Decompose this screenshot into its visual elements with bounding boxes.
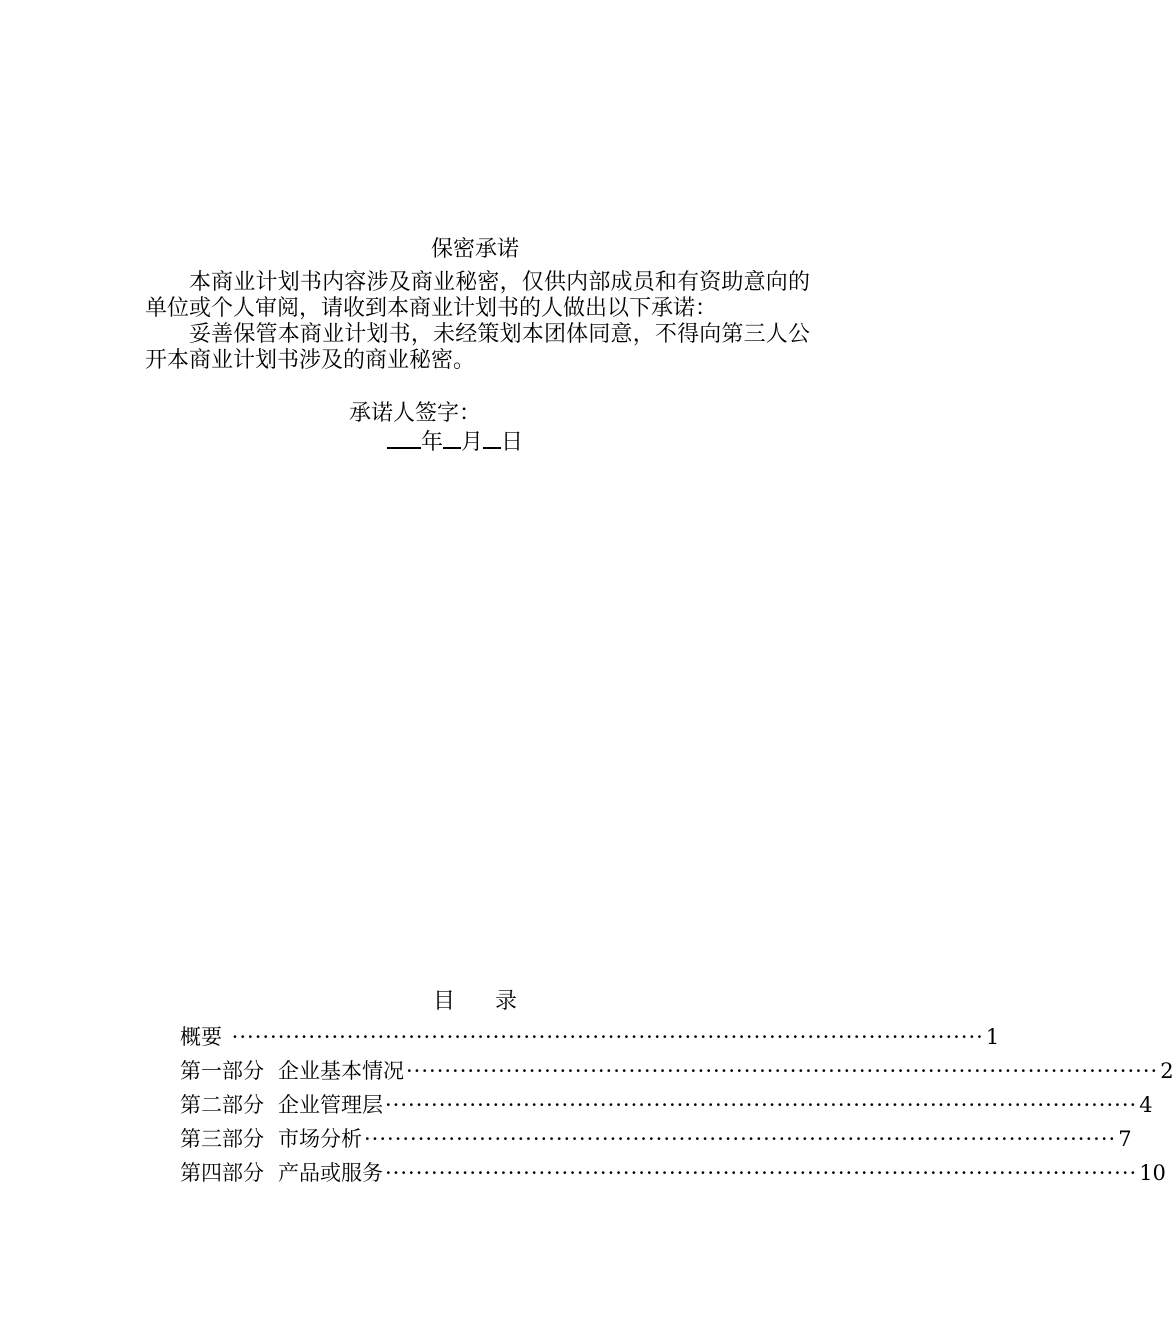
- toc-entry-part: 第二部分: [180, 1093, 264, 1117]
- day-label: 日: [501, 430, 524, 455]
- toc-entry-title: 概要: [180, 1025, 222, 1049]
- toc-entry-part: 第三部分: [180, 1127, 264, 1151]
- month-label: 月: [461, 430, 484, 455]
- toc-title: [0, 988, 950, 1016]
- month-blank: [443, 427, 461, 449]
- toc-dot-leader: ··································································································: [385, 1093, 1138, 1117]
- toc-entry-page: 1: [985, 1025, 1000, 1049]
- toc-entry-title: 企业管理层: [278, 1093, 383, 1117]
- year-label: 年: [421, 430, 444, 455]
- toc-dot-leader: ··································································································: [224, 1025, 984, 1049]
- toc-entry-part: 第一部分: [180, 1059, 264, 1083]
- confidentiality-title: 保密承诺: [430, 237, 519, 262]
- toc-entry-title: 企业基本情况: [278, 1059, 404, 1083]
- toc-entry-title: 市场分析: [278, 1127, 362, 1151]
- toc-entry-page: 7: [1118, 1127, 1132, 1151]
- toc-title-right: 录: [495, 989, 518, 1014]
- toc-entry-page: 2: [1160, 1059, 1174, 1083]
- table-of-contents: [180, 1020, 1174, 1190]
- toc-dot-leader: ··································································································: [385, 1161, 1138, 1185]
- toc-entry[interactable]: [180, 1156, 1166, 1190]
- toc-entry[interactable]: [180, 1088, 1153, 1122]
- toc-entry-page: 4: [1139, 1093, 1153, 1117]
- toc-dot-leader: ··································································································: [364, 1127, 1117, 1151]
- toc-entry[interactable]: [180, 1054, 1174, 1088]
- date-line: [387, 427, 523, 456]
- toc-entry[interactable]: [180, 1020, 1000, 1054]
- signature-label: 承诺人签字：: [349, 401, 482, 426]
- toc-entry-part: 第四部分: [180, 1161, 264, 1185]
- toc-title-left: 目: [432, 989, 455, 1014]
- confidentiality-paragraph-1: 本商业计划书内容涉及商业秘密，仅供内部成员和有资助意向的单位或个人审阅，请收到本商业计划书的人做出以下承诺：: [145, 270, 810, 321]
- confidentiality-paragraph-2: 妥善保管本商业计划书，未经策划本团体同意，不得向第三人公开本商业计划书涉及的商业秘密。: [145, 322, 810, 373]
- day-blank: [483, 427, 501, 449]
- toc-entry-title: 产品或服务: [278, 1161, 383, 1185]
- toc-entry-page: 10: [1139, 1161, 1166, 1185]
- toc-entry[interactable]: [180, 1122, 1132, 1156]
- confidentiality-body: [145, 270, 810, 374]
- toc-dot-leader: ··································································································: [406, 1059, 1159, 1083]
- year-blank: [387, 427, 421, 449]
